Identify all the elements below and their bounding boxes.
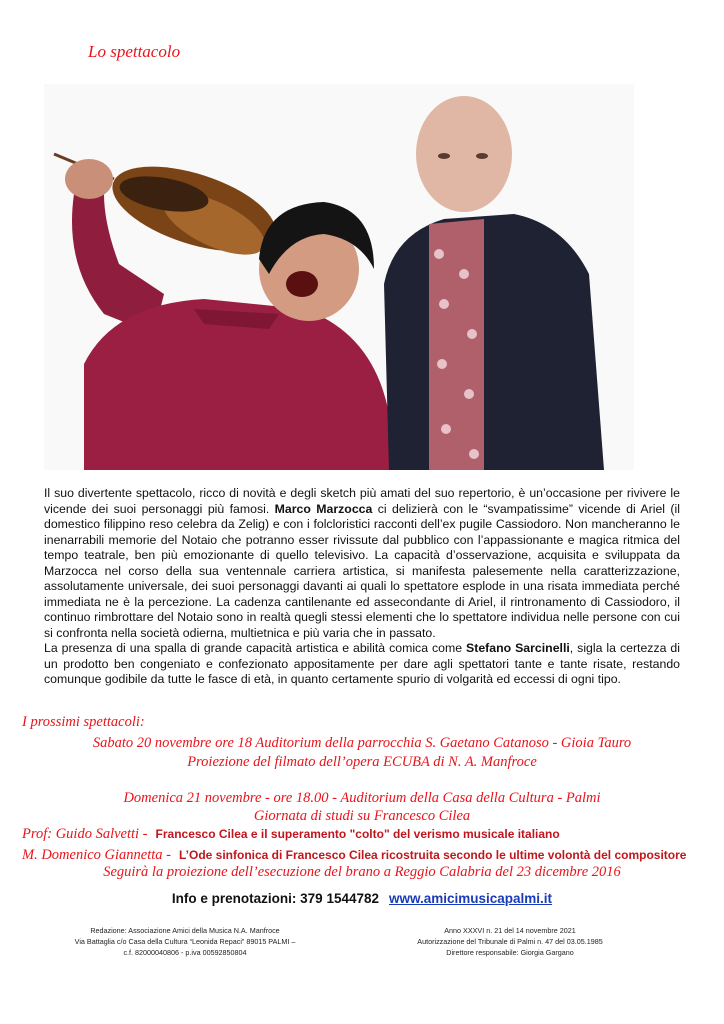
footer-publisher: Redazione: Associazione Amici della Musica N.A. Manfroce Via Battaglia c/o Casa della Cultura “Leonida Repaci” 89015 PALMI – c.f. 82000040806 - p.iva 00592850804 [74, 926, 296, 957]
performers-photo [44, 84, 634, 470]
talk-1 [22, 826, 560, 843]
upcoming-title: I prossimi spettacoli: [22, 714, 145, 730]
website-link[interactable]: www.amicimusicapalmi.it [389, 891, 553, 906]
event-1-line-1: Sabato 20 novembre ore 18 Auditorium della parrocchia S. Gaetano Catanoso - Gioia Tauro [92, 735, 632, 751]
talk-2-speaker: M. Domenico Giannetta - [22, 847, 171, 863]
talk-2-title: L’Ode sinfonica di Francesco Cilea ricostruita secondo le ultime volontà del compositore [179, 848, 687, 862]
talk-1-title: Francesco Cilea e il superamento "colto" del verismo musicale italiano [155, 827, 560, 841]
performer-name-2: Stefano Sarcinelli [466, 641, 570, 655]
paragraph-1: Il suo divertente spettacolo, ricco di novità e degli sketch più amati del suo repertorio, è un’occasione per rivivere le vicende dei suoi personaggi più famosi. Marco Marzocca ci delizierà con le “svampatissime” vicende di Ariel (il domestico filippino reso celebra da Zelig) e con i folcloristici racconti dell’ex pugile Cassiodoro. Non mancheranno le inenarrabili memorie del Notaio che potranno esser rivissute dal pubblico con l’appassionante e magica ritmica del tempo teatrale, ben più emozionante di quello televisivo. La capacità d’osservazione, acquisita e sviluppata da Marzocca nel corso della sua ventennale carriera artistica, si manifesta palesemente nella caratterizzazione, assolutamente universale, dei suoi personaggi davanti ai quali lo spettatore esplode in una risata immediata perché immediata ne è la percezione. La cadenza cantilenante ed assecondante di Ariel, il rintronamento di Cassiodoro, il continuo rimbrottare del Notaio sono in realtà quegli stessi elementi che lo spettatore individua nelle persone con cui si confronta nella società odierna, multietnica e più varia che in passato. [44, 486, 680, 640]
info-line [0, 891, 724, 906]
description-text [44, 486, 680, 688]
event-1-line-2: Proiezione del filmato dell’opera ECUBA di N. A. Manfroce [187, 754, 537, 770]
paragraph-2: La presenza di una spalla di grande capacità artistica e abilità comica come Stefano Sarcinelli, sigla la certezza di un prodotto ben congeniato e confezionato appositamente per dare agli spettatori tante e tante risate, restando comunque godibile da tutte le fasce di età, in quanto certamente spurio di volgarità ed eccessi di ogni tipo. [44, 641, 680, 686]
performer-name-1: Marco Marzocca [274, 501, 373, 516]
footer-registration: Anno XXXVI n. 21 del 14 novembre 2021 Autorizzazione del Tribunale di Palmi n. 47 del 03.05.1985 Direttore responsabile: Giorgia Gargano [417, 926, 603, 957]
section-heading: Lo spettacolo [88, 42, 181, 61]
info-phone: Info e prenotazioni: 379 1544782 [171, 891, 379, 906]
talk-2 [22, 847, 686, 864]
talk-1-speaker: Prof: Guido Salvetti - [22, 826, 148, 842]
event-2-line-3: Seguirà la proiezione dell’esecuzione del brano a Reggio Calabria del 23 dicembre 2016 [103, 864, 621, 880]
event-2-line-1: Domenica 21 novembre - ore 18.00 - Auditorium della Casa della Cultura - Palmi [123, 790, 601, 806]
photo-illustration [44, 84, 634, 470]
event-2-line-2: Giornata di studi su Francesco Cilea [253, 808, 471, 824]
